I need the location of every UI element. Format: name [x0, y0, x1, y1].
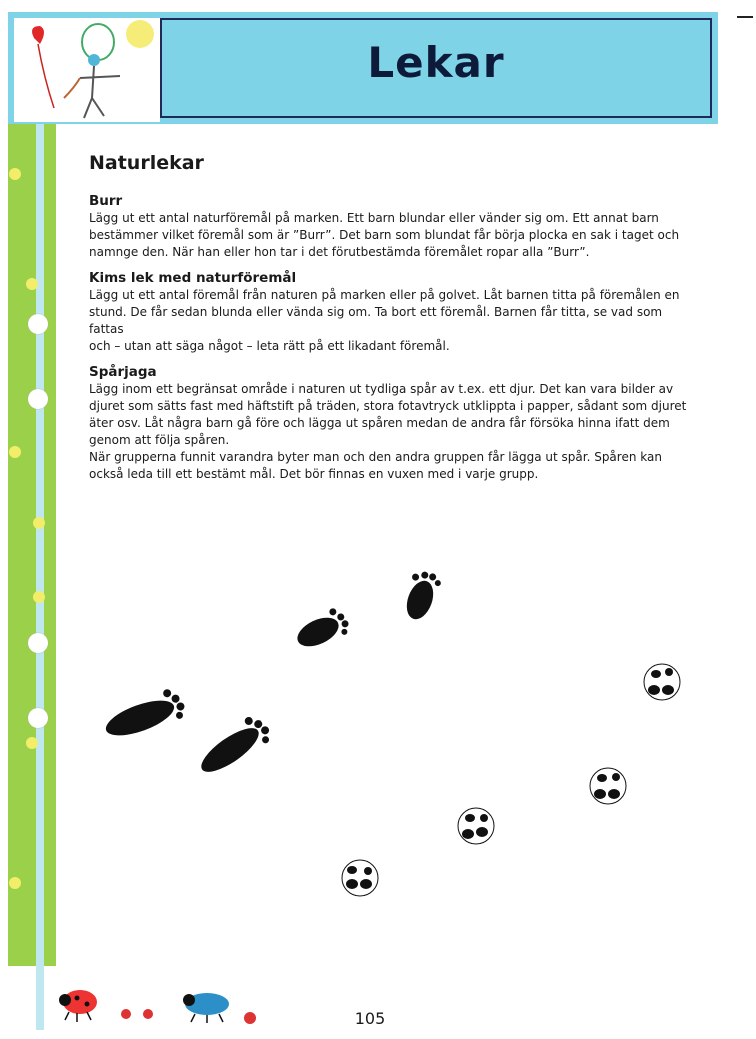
text-line: stund. De får sedan blunda eller vända sig om. Ta bort ett föremål. Barnen får titta, se vad som fattas — [89, 305, 663, 336]
game-title: Burr — [89, 193, 123, 209]
text-line: namnge den. När han eller hon tar i det förutbestämda föremålet ropar alla ”Burr”. — [89, 245, 590, 259]
game-sparjaga — [89, 363, 689, 483]
margin-blue-strip — [36, 124, 44, 1030]
margin-green-strip-inner — [44, 124, 56, 966]
paw-track-icon — [644, 664, 680, 700]
binder-hole — [28, 389, 48, 409]
paw-track-icon — [458, 808, 494, 844]
ladybug-icon — [59, 990, 97, 1022]
margin-green-strip — [8, 124, 36, 966]
decor-dot — [143, 1009, 153, 1019]
text-line: Lägg ut ett antal naturföremål på marken. Ett barn blundar eller vänder sig om. Ett annat barn — [89, 211, 659, 225]
paw-track-icon — [590, 768, 626, 804]
decor-dot — [9, 877, 21, 889]
decor-dot — [121, 1009, 131, 1019]
decor-dot — [26, 737, 38, 749]
binder-hole — [28, 314, 48, 334]
game-title: Kims lek med naturföremål — [89, 270, 297, 286]
decor-dot — [33, 591, 45, 603]
text-line: Lägg inom ett begränsat område i naturen ut tydliga spår av t.ex. ett djur. Det kan vara bilder av — [89, 382, 674, 396]
child-drawing-illustration — [14, 18, 160, 122]
decor-dot — [26, 278, 38, 290]
text-line: djuret som sätts fast med häftstift på träden, stora fotavtryck utklippta i papper, sådant som djuret — [89, 399, 687, 413]
binder-hole — [28, 633, 48, 653]
bear-track-icon — [399, 567, 444, 624]
paw-track-icon — [342, 860, 378, 896]
text-line: Lägg ut ett antal föremål från naturen på marken eller på golvet. Låt barnen titta på föremålen en — [89, 288, 680, 302]
beetle-icon — [183, 993, 229, 1023]
text-line: genom att följa spåren. — [89, 433, 230, 447]
decor-dot — [9, 168, 21, 180]
text-line: och – utan att säga något – leta rätt på ett likadant föremål. — [89, 339, 450, 353]
text-line: bestämmer vilket föremål som är ”Burr”. Det barn som blundat får börja plocka en sak i taget och — [89, 228, 680, 242]
animal-tracks-illustration — [90, 560, 710, 900]
section-title: Naturlekar — [89, 152, 204, 174]
game-burr — [89, 192, 689, 261]
decor-dot — [244, 1012, 256, 1024]
text-line: När grupperna funnit varandra byter man och den andra gruppen får lägga ut spår. Spåren kan — [89, 450, 662, 464]
game-kims-lek — [89, 269, 689, 355]
page-title: Lekar — [367, 38, 505, 87]
bear-track-icon — [292, 605, 353, 654]
binder-hole — [28, 708, 48, 728]
bugs-illustration — [55, 978, 265, 1024]
text-line: också leda till ett bestämt mål. Det bör finnas en vuxen med i varje grupp. — [89, 467, 539, 481]
game-description — [89, 287, 689, 355]
article-content — [89, 152, 689, 491]
bear-track-icon — [100, 685, 188, 744]
corner-mark — [737, 16, 753, 18]
decor-dot — [9, 446, 21, 458]
bear-track-icon — [192, 711, 275, 782]
game-title: Spårjaga — [89, 364, 157, 380]
decor-dot — [33, 517, 45, 529]
game-description — [89, 210, 689, 261]
page-number: 105 — [354, 1009, 386, 1028]
game-description — [89, 381, 689, 483]
text-line: äter osv. Låt några barn gå före och lägga ut spåren medan de andra får försöka hinna ifatt dem — [89, 416, 670, 430]
